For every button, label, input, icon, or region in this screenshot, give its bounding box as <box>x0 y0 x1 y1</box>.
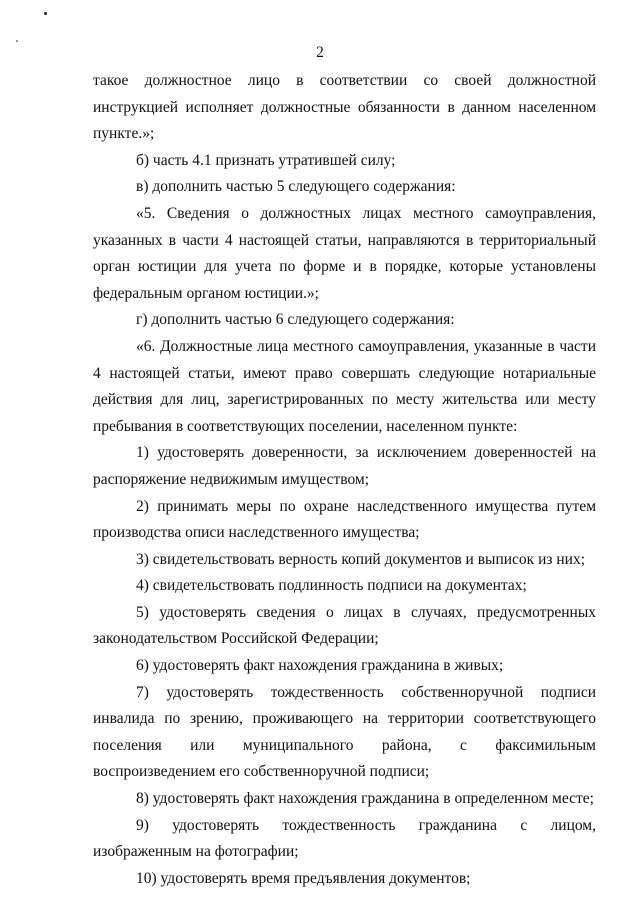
page-number: 2 <box>316 44 324 61</box>
list-item-1: 1) удостоверять доверенности, за исключением доверенностей на распоряжение недвижимым имуществом; <box>93 444 596 488</box>
list-item-10: 10) удостоверять время предъявления документов; <box>136 869 471 887</box>
list-item-6: 6) удостоверять факт нахождения гражданина в живых; <box>136 657 504 675</box>
list-item-9: 9) удостоверять тождественность гражданина с лицом, изображенным на фотографии; <box>93 816 596 861</box>
list-item-7: 7) удостоверять тождественность собственноручной подписи инвалида по зрению, проживающего на территории соответствующего поселения или муниципального района, с факсимильным воспроизведением его собственноручной подписи; <box>93 683 596 781</box>
paragraph-continuation: такое должностное лицо в соответствии со своей должностной инструкцией исполняет должностные обязанности в данном населенном пункте.»; <box>93 72 596 143</box>
list-item-4: 4) свидетельствовать подлинность подписи на документах; <box>136 577 527 595</box>
paragraph-part-5: «5. Сведения о должностных лицах местного самоуправления, указанных в части 4 настоящей статьи, направляются в территориальный орган юстиции для учета по форме и в порядке, которые установлены федеральным органом юстиции.»; <box>93 204 596 302</box>
list-item-3: 3) свидетельствовать верность копий документов и выписок из них; <box>136 550 586 568</box>
list-item-5: 5) удостоверять сведения о лицах в случаях, предусмотренных законодательством Российской Федерации; <box>93 603 596 648</box>
paragraph-part-6: «6. Должностные лица местного самоуправления, указанные в части 4 настоящей статьи, имеют право совершать следующие нотариальные действия для лиц, зарегистрированных по месту жительства или месту пребывания в соответствующих поселении, населенном пункте: <box>93 337 596 435</box>
paragraph-item-g: г) дополнить частью 6 следующего содержания: <box>136 311 455 329</box>
scan-speck <box>44 12 47 15</box>
scan-speck <box>16 40 18 42</box>
paragraph-item-b: б) часть 4.1 признать утратившей силу; <box>136 151 396 169</box>
list-item-2: 2) принимать меры по охране наследственного имущества путем производства описи наследственного имущества; <box>93 497 596 542</box>
document-body <box>93 68 596 892</box>
list-item-8: 8) удостоверять факт нахождения гражданина в определенном месте; <box>136 790 594 808</box>
paragraph-item-v: в) дополнить частью 5 следующего содержания: <box>136 178 456 196</box>
